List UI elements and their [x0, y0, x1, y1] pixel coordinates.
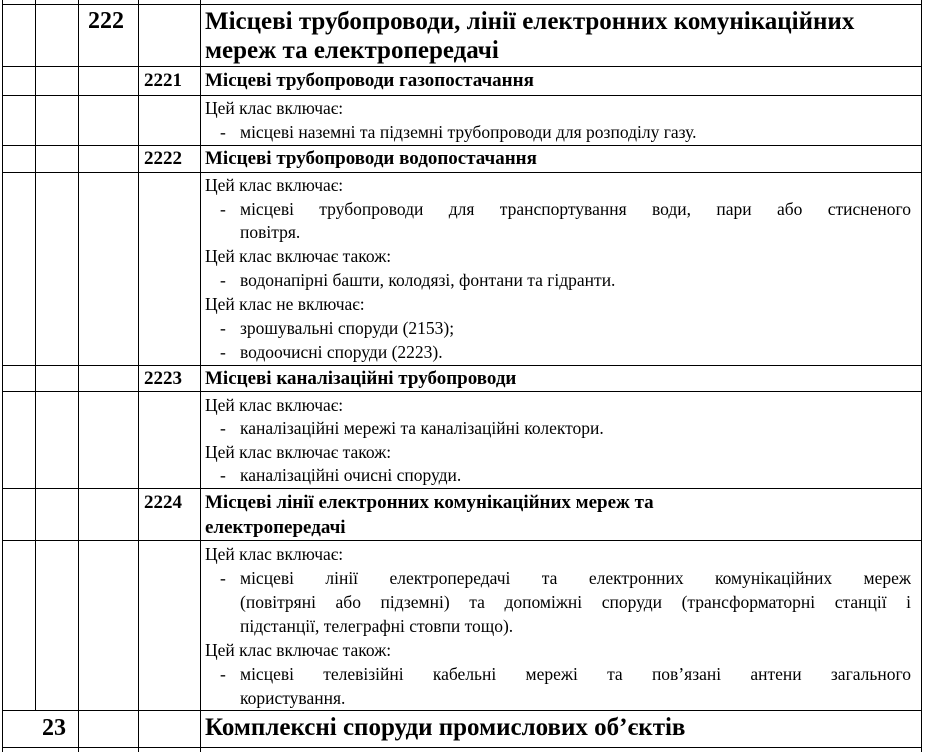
col-border — [78, 0, 79, 752]
section-code: 222 — [88, 8, 124, 34]
list-item: водонапірні башти, колодязі, фонтани та гідранти. — [240, 270, 616, 290]
list-item: місцеві наземні та підземні трубопроводи для розподілу газу. — [240, 122, 697, 142]
row-border — [2, 95, 922, 96]
list-dash: - — [220, 465, 226, 485]
row-border — [2, 488, 922, 489]
col-border — [35, 0, 36, 710]
row-border — [2, 710, 922, 711]
list-item: зрошувальні споруди (2153); — [240, 318, 455, 338]
class-code: 2224 — [144, 492, 182, 513]
also-label: Цей клас включає також: — [205, 442, 392, 462]
list-item-cont: користування. — [240, 688, 346, 708]
list-dash: - — [220, 318, 226, 338]
list-dash: - — [220, 199, 226, 219]
class-title: Місцеві каналізаційні трубопроводи — [205, 368, 517, 389]
row-border — [2, 747, 922, 748]
list-item: місцеві трубопроводи для транспортування води, пари або стисненого — [240, 199, 911, 219]
list-item: місцеві лінії електропередачі та електронних комунікаційних мереж — [240, 568, 911, 588]
class-title: електропередачі — [205, 517, 346, 538]
class-code: 2221 — [144, 70, 182, 91]
section-title: мереж та електропередачі — [205, 37, 499, 64]
section-title: Місцеві трубопроводи, лінії електронних комунікаційних — [205, 8, 855, 35]
row-border — [2, 172, 922, 173]
list-item: каналізаційні очисні споруди. — [240, 465, 462, 485]
class-title: Місцеві лінії електронних комунікаційних мереж та — [205, 492, 654, 513]
col-border — [200, 0, 201, 752]
excludes-label: Цей клас не включає: — [205, 294, 365, 314]
also-label: Цей клас включає також: — [205, 246, 392, 266]
list-dash: - — [220, 122, 226, 142]
class-code: 2222 — [144, 148, 182, 169]
row-border — [2, 4, 922, 5]
includes-label: Цей клас включає: — [205, 395, 344, 415]
section-title: Комплексні споруди промислових об’єктів — [205, 714, 686, 741]
list-item-cont: підстанції, телеграфні стовпи тощо). — [240, 616, 514, 636]
list-dash: - — [220, 418, 226, 438]
row-border — [2, 540, 922, 541]
list-item: водоочисні споруди (2223). — [240, 342, 443, 362]
col-border — [2, 0, 3, 752]
list-dash: - — [220, 568, 226, 588]
list-item-cont: повітря. — [240, 222, 301, 242]
row-border — [2, 391, 922, 392]
includes-label: Цей клас включає: — [205, 544, 344, 564]
class-title: Місцеві трубопроводи газопостачання — [205, 70, 534, 91]
col-border — [921, 0, 922, 752]
section-code: 23 — [42, 715, 66, 741]
list-item: місцеві телевізійні кабельні мережі та пов’язані антени загального — [240, 664, 911, 684]
also-label: Цей клас включає також: — [205, 640, 392, 660]
col-border — [138, 0, 139, 752]
list-dash: - — [220, 664, 226, 684]
class-title: Місцеві трубопроводи водопостачання — [205, 148, 537, 169]
list-dash: - — [220, 342, 226, 362]
list-item: каналізаційні мережі та каналізаційні колектори. — [240, 418, 604, 438]
list-dash: - — [220, 270, 226, 290]
list-item-cont: (повітряні або підземні) та допоміжні споруди (трансформаторні станції і — [240, 592, 911, 612]
class-code: 2223 — [144, 368, 182, 389]
includes-label: Цей клас включає: — [205, 175, 344, 195]
includes-label: Цей клас включає: — [205, 98, 344, 118]
